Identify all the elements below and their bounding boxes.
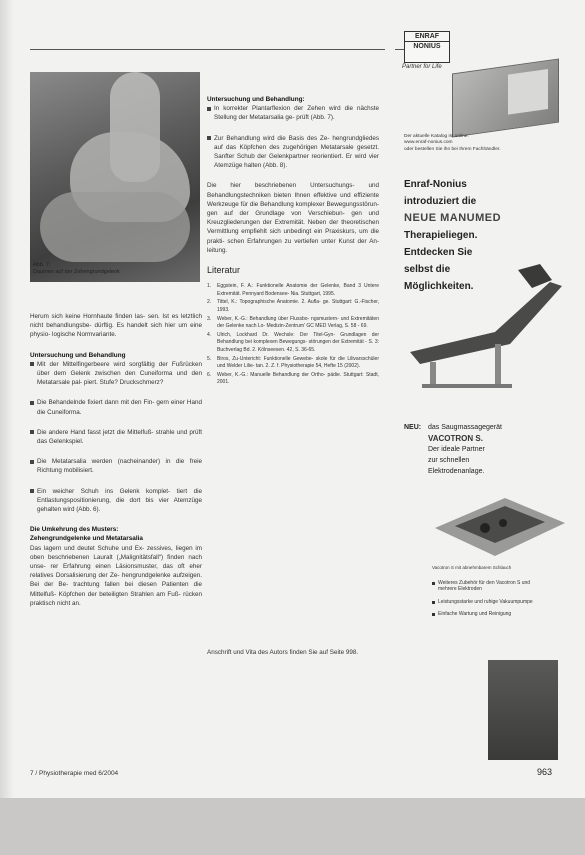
intro-paragraph: Herum sich keine Hornhaute finden las- sen. Ist es letztlich nicht behandlungsbe- dürftig. Es handelt sich hier um eine physio- logische Normvariante.: [30, 313, 202, 339]
ad-highlight: NEUE MANUMED: [404, 212, 502, 224]
section-2-paragraph: Das lagern und deutet Schuhe und Ex- zessives, Iiegen im oben beschriebenen Lauralt („Malignitätsfall“) finden nach unse- rer Erfahrung einen Läsionsmuster, das oft eher relatives Dorsalisierung der Ze- hengrundgelenke aufzeigen. Bei der Be- trachtung fallen bei diesen Patienten die Mittelfuß- Köpfchen der beteiligten Strahlen am Fuß- rücken praktisch nicht an.: [30, 544, 202, 607]
treatment-photo: [30, 72, 200, 282]
catalog-page: [508, 69, 548, 115]
feature-item: Weiteres Zubehör für den Vacotron S und mehrere Elektroden: [432, 580, 542, 593]
text-column-middle: [207, 95, 379, 388]
device-caption: Vacotron S mit abnehmbarem Schlauch: [432, 565, 512, 570]
ad-headline: Enraf-Nonius introduziert die NEUE MANUMED Therapieliegen. Entdecken Sie selbst die Möglichkeiten.: [404, 176, 569, 295]
section-heading: Untersuchung und Behandlung:: [207, 96, 305, 103]
bullet-item: In korrekter Plantarflexion der Zehen wird die nächste Stellung der Metatarsalia ge- prüft (Abb. 7).: [207, 104, 379, 122]
bullet-item: Zur Behandlung wird die Basis des Ze- hengrundgliedes auf das Köpfchen des zugehörigen Metatarsale gesetzt. Sanfter Schub der Gelenkpartner reorientiert. Er wird vier Atemzüge halten (Abb. 8).: [207, 134, 379, 171]
photo-hand-shape-2: [40, 192, 190, 262]
magazine-page: Abb. 7: Daumen auf der Zehengrundgelenk Herum sich keine Hornhaute finden las- sen. Ist es letztlich nicht behandlungsbe- dürftig. Es handelt sich hier um eine physio- logische Normvariante. Untersuchung und Behandlung Mit der Mittelfingerbeere wird sorgfältig der Fußrücken über dem Gelenk zwischen den Cuneiforma und den Metatarsale pal- piert. Stufe? Druckschmerz? Die Behandelnde fixiert dann mit den Fin- gern einer Hand die Cuneiforma. Die andere Hand fasst jetzt die Mittelfuß- strahle und prüft das Gelenkspiel. Die Metatarsalia werden (nacheinander) in die freie Richtung mobilisiert. Ein weicher Schuh ins Gelenk komplet- tiert die Entlastungspositionierung, die dort bis vier Atemzüge gehalten wird (Abb. 6). Die Umkehrung des Musters: Zehengrundgelenke und Metatarsalia Das lagern und deutet Schuhe und Ex- zessives, Iiegen im oben beschriebenen Lauralt („Malignitätsfall“) finden nach unse- rer Erfahrung einen Läsionsmuster, das oft eher relatives Dorsalisierung der Ze- hengrundgelenke aufzeigen. Bei der Be- trachtung fallen bei diesen Patienten die Mittelfuß- Köpfchen der beteiligten Strahlen am Fuß- rücken praktisch nicht an. Untersuchung und Behandlung: In korrekter Plantarflexion der Zehen wird die nächste Stellung der Metatarsalia ge- prüft (Abb. 7). Zur Behandlung wird die Basis des Ze- hengrundgliedes auf das Köpfchen des zugehörigen Metatarsale gesetzt. Sanfter Schub der Gelenkpartner reorientiert. Er wird vier Atemzüge halten (Abb. 8). Die hier beschriebenen Untersuchungs- und Behandlungstechniken bieten Ihnen effektive und effiziente Werkzeuge für die Behandlung komplexer Bewegungsstörun- gen auf der Grundlage von Verschiebun- gen und Kreuzgliederungen der Extremität. Neben der theoretischen Vermittlung empfiehlt sich unbedingt ein Praxiskurs, um die prakti- schen Erfahrungen zu vertiefen unter Kunst der An- leitung. Literatur 1. Eggstein, F. A.: Funktionelle Anatomie der Gelenke, Band 3 Untere Extremität. Pennyard Bodensee- Nia. Stuttgart, 1995. 2. Tittel, K.: Topographische Anatomie. 2. Aufla- ge. Stuttgart: G.-Fischer, 1993. 3. Weber, K.-G.: Behandlung über Flussbo- ngsmustern- und Extremitäten der Gelenke nach Lo- Medizin-Zentrum' GC MED Verlag, S. 58 - 69. 4. Ulrich, Lockhard Dr. Wechsle: Der Titel-Gyn- Grundlagen der Behandlung bei komplexen Bewegungs- störungen der Extremität - S. 3: Buchverlag Bd. 2. Kölnseesen. 42, S. 36-65. 5. Biros, Zu-Untericht: Funktionelle Gewebe- skole für die Lilivarsschüler und Welder Lilie- tan. 2. Z. f. Physiotherapie 54, Hefte 15 (2002). 6. Weber, K.-G.: Manuelle Behandlung der Ortho- pädie. Stuttgart: Stadt, 2001. Anschrift und Vita des Autors finden Sie auf Seite 998. ENRAF NONIUS Partner for Life Der aktuelle Katalog ist online: www.enraf-nonius.com oder bestellen Sie ihn bei Ihrem Fachhändler. Enraf-Nonius introduziert die NEUE MANUMED Therapieliegen. Entdecken Sie selbst die Möglichkeiten. NEU: das Saugmassagegerät VACOTRON S. Der ideale Partner zur schnellen Elektrodenanlage. Vacotron S mit abnehmbarem Schlauch Weiteres Zubehör für den Vacotron S und mehrere Elektroden Leistungsstarke und ruhige Vakuumpumpe Einfache Wartung und Reinigung 7 / Physiotherapie med 6/2004 963: [0, 0, 585, 855]
logo-line-2: NONIUS: [405, 41, 449, 51]
ad-url: www.enraf-nonius.com: [404, 140, 453, 146]
section-heading: Untersuchung und Behandlung: [30, 351, 126, 359]
photo-caption: [33, 262, 198, 276]
literature-item: 1. Eggstein, F. A.: Funktionelle Anatomie der Gelenke, Band 3 Untere Extremität. Pennyard Bodensee- Nia. Stuttgart, 1995.: [207, 283, 379, 297]
vacotron-device-image: [425, 488, 575, 563]
ad-slogan: Partner for Life: [402, 64, 442, 70]
section-heading-2-line-1: Die Umkehrung des Musters:: [30, 526, 119, 534]
logo-line-1: ENRAF: [414, 33, 440, 40]
section-heading-2-line-2: Zehengrundgelenke und Metatarsalia: [30, 535, 143, 543]
footer-journal: 7 / Physiotherapie med 6/2004: [30, 770, 119, 777]
bullet-item: Die Metatarsalia werden (nacheinander) in die freie Richtung mobilisiert.: [30, 457, 202, 475]
literature-item: 3. Weber, K.-G.: Behandlung über Flussbo- ngsmustern- und Extremitäten der Gelenke nach Lo- Medizin-Zentrum' GC MED Verlag, S. 58 - 69.: [207, 315, 379, 330]
new-label: NEU:: [404, 424, 422, 431]
caption-line-1: Abb. 7:: [33, 262, 51, 268]
ad-feature-list: [432, 580, 542, 624]
page-fold-shadow: [0, 0, 14, 798]
top-rule: [30, 49, 385, 50]
enraf-nonius-logo: [404, 31, 450, 63]
literature-item: 6. Weber, K.-G.: Manuelle Behandlung der Ortho- pädie. Stuttgart: Stadt, 2001.: [207, 371, 379, 386]
author-note: Anschrift und Vita des Autors finden Sie auf Seite 998.: [207, 649, 359, 656]
bullet-item: Die andere Hand fasst jetzt die Mittelfuß- strahle und prüft das Gelenkspiel.: [30, 428, 202, 446]
feature-item: Einfache Wartung und Reinigung: [432, 611, 542, 617]
literature-list: [207, 283, 379, 387]
literature-item: 2. Tittel, K.: Topographische Anatomie. 2. Aufla- ge. Stuttgart: G.-Fischer, 1993.: [207, 299, 379, 314]
text-column-left: [30, 312, 202, 619]
page-number: 963: [537, 767, 553, 777]
literature-item: 4. Ulrich, Lockhard Dr. Wechsle: Der Titel-Gyn- Grundlagen der Behandlung bei komplexen Bewegungs- störungen der Extremität - S. 3: Buchverlag Bd. 2. Kölnseesen. 42, S. 36-65.: [207, 331, 379, 353]
ad-catalog-note: Der aktuelle Katalog ist online: www.enraf-nonius.com oder bestellen Sie ihn bei Ihrem Fachhändler.: [404, 134, 564, 153]
product-name: VACOTRON S.: [428, 434, 483, 443]
caption-line-2: Daumen auf der Zehengrundgelenk: [33, 269, 120, 275]
catalog-image: [452, 58, 559, 137]
ad-dark-panel: [488, 660, 558, 760]
therapy-couch-image: [400, 262, 570, 394]
bullet-item: Die Behandelnde fixiert dann mit den Fin- gern einer Hand die Cuneiforma.: [30, 398, 202, 416]
literature-item: 5. Biros, Zu-Untericht: Funktionelle Gewebe- skole für die Lilivarsschüler und Welder Lilie- tan. 2. Z. f. Physiotherapie 54, Hefte 15 (2002).: [207, 355, 379, 370]
feature-item: Leistungsstarke und ruhige Vakuumpumpe: [432, 599, 542, 605]
bullet-item: Mit der Mittelfingerbeere wird sorgfältig der Fußrücken über dem Gelenk zwischen den Cuneiforma und den Metatarsale pal- piert. Stufe? Druckschmerz?: [30, 360, 202, 388]
literature-heading: Literatur: [207, 265, 241, 276]
closing-paragraph: Die hier beschriebenen Untersuchungs- und Behandlungstechniken bieten Ihnen effektive und effiziente Werkzeuge für die Behandlung komplexer Bewegungsstörun- gen auf der Grundlage von Verschiebun- gen und Kreuzgliederungen der Extremität. Neben der theoretischen Vermittlung empfiehlt sich unbedingt ein Praxiskurs, um die prakti- schen Erfahrungen zu vertiefen unter Kunst der An- leitung.: [207, 182, 379, 254]
bullet-item: Ein weicher Schuh ins Gelenk komplet- tiert die Entlastungspositionierung, die dort bis vier Atemzüge gehalten wird (Abb. 6).: [30, 487, 202, 515]
scan-bottom-band: [0, 798, 585, 855]
